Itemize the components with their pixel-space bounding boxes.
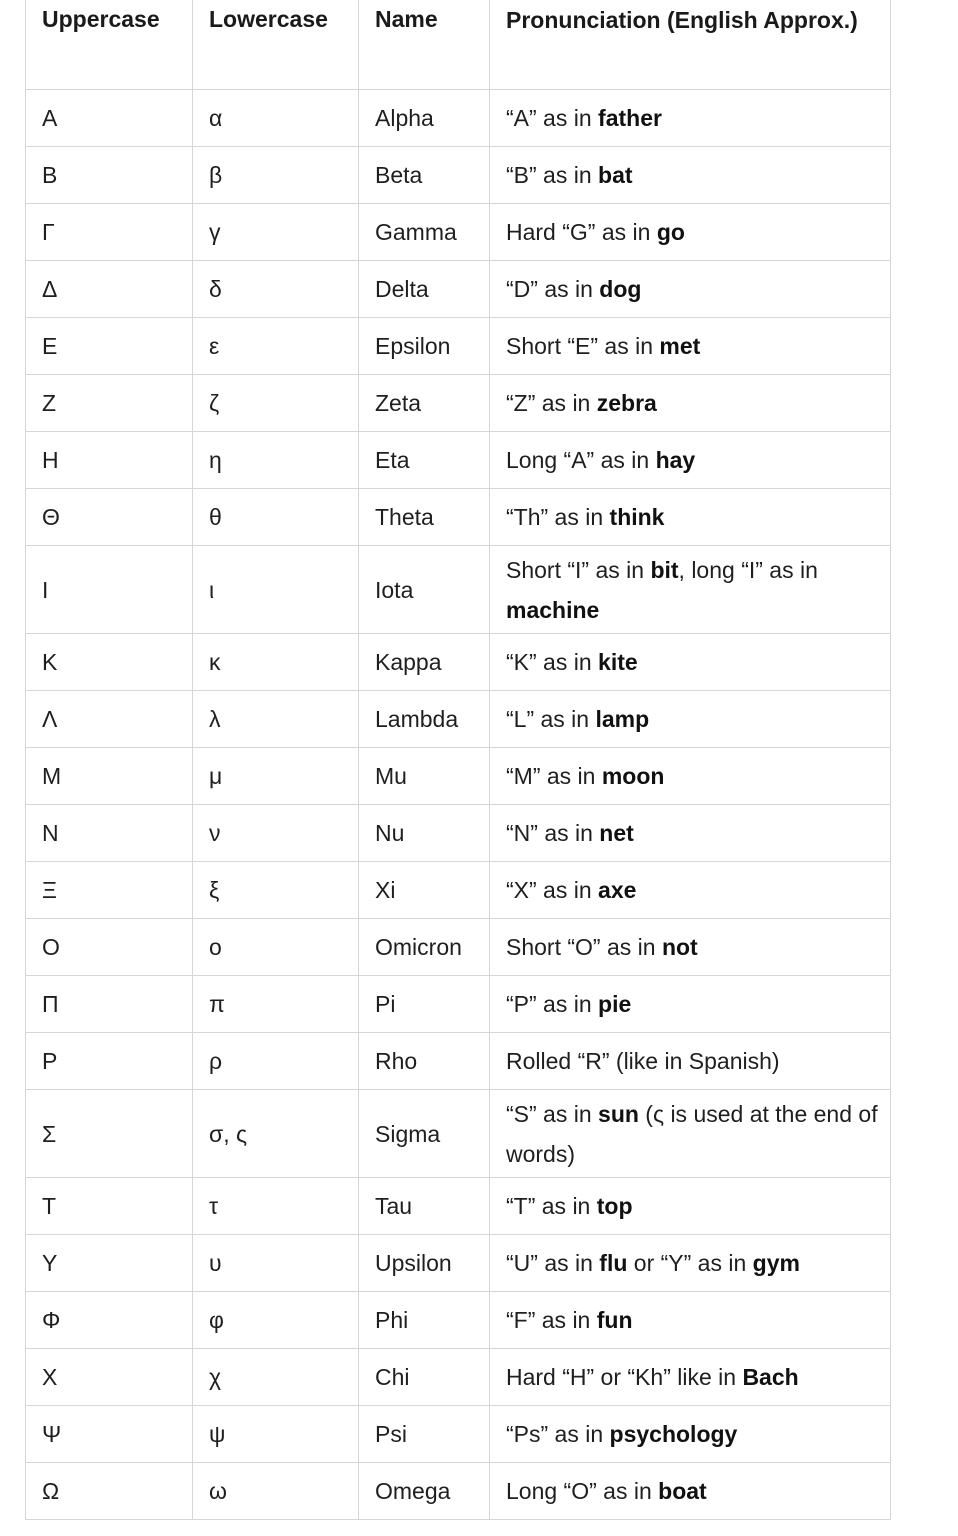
pronunciation-text: Short “I” as in bbox=[506, 556, 651, 583]
pronunciation-text: or “Y” as in bbox=[627, 1250, 753, 1276]
uppercase-letter-cell: Υ bbox=[26, 1235, 193, 1292]
uppercase-letter-cell: Θ bbox=[26, 489, 193, 546]
example-word: boat bbox=[658, 1478, 707, 1504]
letter-name-cell: Psi bbox=[359, 1406, 490, 1463]
example-word: bat bbox=[598, 162, 633, 188]
pronunciation-cell bbox=[490, 546, 891, 634]
example-word: think bbox=[609, 504, 665, 530]
lowercase-letter-cell: υ bbox=[193, 1235, 359, 1292]
uppercase-letter-cell: Κ bbox=[26, 634, 193, 691]
uppercase-letter-cell: Β bbox=[26, 147, 193, 204]
pronunciation-text: “K” as in bbox=[506, 649, 599, 675]
lowercase-letter-cell: χ bbox=[193, 1349, 359, 1406]
uppercase-letter-cell: Ζ bbox=[26, 375, 193, 432]
letter-name-cell: Rho bbox=[359, 1033, 490, 1090]
table-row bbox=[26, 204, 891, 261]
table-row bbox=[26, 862, 891, 919]
pronunciation-text: “P” as in bbox=[506, 991, 599, 1017]
uppercase-letter-cell: Ω bbox=[26, 1463, 193, 1520]
uppercase-letter-cell: Α bbox=[26, 90, 193, 147]
letter-name-cell: Xi bbox=[359, 862, 490, 919]
lowercase-letter-cell: ξ bbox=[193, 862, 359, 919]
uppercase-letter-cell: Ρ bbox=[26, 1033, 193, 1090]
table-row bbox=[26, 432, 891, 489]
pronunciation-cell bbox=[490, 919, 891, 976]
example-word: not bbox=[661, 934, 698, 960]
pronunciation-cell bbox=[490, 204, 891, 261]
uppercase-letter-cell: Ν bbox=[26, 805, 193, 862]
header-row bbox=[26, 0, 891, 90]
letter-name-cell: Epsilon bbox=[359, 318, 490, 375]
lowercase-letter-cell: μ bbox=[193, 748, 359, 805]
letter-name-cell: Beta bbox=[359, 147, 490, 204]
pronunciation-text: , long “I” as in bbox=[678, 556, 818, 583]
lowercase-letter-cell: φ bbox=[193, 1292, 359, 1349]
letter-name-cell: Gamma bbox=[359, 204, 490, 261]
uppercase-letter-cell: Ι bbox=[26, 546, 193, 634]
pronunciation-cell bbox=[490, 90, 891, 147]
pronunciation-cell bbox=[490, 489, 891, 546]
uppercase-letter-cell: Τ bbox=[26, 1178, 193, 1235]
table-row bbox=[26, 1178, 891, 1235]
letter-name-cell: Upsilon bbox=[359, 1235, 490, 1292]
pronunciation-text: (ς is used at the end of words) bbox=[506, 1100, 878, 1167]
pronunciation-text: “Th” as in bbox=[506, 504, 610, 530]
example-word: go bbox=[656, 219, 685, 245]
example-word: machine bbox=[506, 596, 600, 623]
letter-name-cell: Mu bbox=[359, 748, 490, 805]
letter-name-cell: Pi bbox=[359, 976, 490, 1033]
letter-name-cell: Omicron bbox=[359, 919, 490, 976]
table-row bbox=[26, 1235, 891, 1292]
pronunciation-cell bbox=[490, 862, 891, 919]
letter-name-cell: Chi bbox=[359, 1349, 490, 1406]
example-word: father bbox=[598, 105, 662, 131]
table-row bbox=[26, 634, 891, 691]
pronunciation-text: “X” as in bbox=[506, 877, 599, 903]
header-name: Name bbox=[359, 0, 490, 90]
pronunciation-text: “D” as in bbox=[506, 276, 600, 302]
uppercase-letter-cell: Χ bbox=[26, 1349, 193, 1406]
table-row bbox=[26, 489, 891, 546]
pronunciation-cell bbox=[490, 1406, 891, 1463]
pronunciation-text: Short “E” as in bbox=[506, 333, 660, 359]
pronunciation-text: “B” as in bbox=[506, 162, 599, 188]
pronunciation-cell bbox=[490, 1235, 891, 1292]
pronunciation-text: Long “O” as in bbox=[506, 1478, 659, 1504]
pronunciation-cell bbox=[490, 147, 891, 204]
uppercase-letter-cell: Σ bbox=[26, 1090, 193, 1178]
pronunciation-cell bbox=[490, 1178, 891, 1235]
example-word: net bbox=[599, 820, 634, 846]
pronunciation-cell bbox=[490, 1463, 891, 1520]
pronunciation-text: “Ps” as in bbox=[506, 1421, 610, 1447]
header-pronunciation: Pronunciation (English Approx.) bbox=[490, 0, 891, 90]
letter-name-cell: Theta bbox=[359, 489, 490, 546]
example-word: zebra bbox=[596, 390, 657, 416]
uppercase-letter-cell: Π bbox=[26, 976, 193, 1033]
letter-name-cell: Kappa bbox=[359, 634, 490, 691]
lowercase-letter-cell: η bbox=[193, 432, 359, 489]
uppercase-letter-cell: Ε bbox=[26, 318, 193, 375]
letter-name-cell: Tau bbox=[359, 1178, 490, 1235]
example-word: gym bbox=[752, 1250, 800, 1276]
pronunciation-cell bbox=[490, 432, 891, 489]
uppercase-letter-cell: Φ bbox=[26, 1292, 193, 1349]
lowercase-letter-cell: ω bbox=[193, 1463, 359, 1520]
pronunciation-text: “Z” as in bbox=[506, 390, 597, 416]
pronunciation-text: “U” as in bbox=[506, 1250, 600, 1276]
pronunciation-text: Rolled “R” (like in Spanish) bbox=[506, 1048, 780, 1074]
uppercase-letter-cell: Γ bbox=[26, 204, 193, 261]
table-row bbox=[26, 318, 891, 375]
pronunciation-cell bbox=[490, 1033, 891, 1090]
pronunciation-cell bbox=[490, 691, 891, 748]
uppercase-letter-cell: Ο bbox=[26, 919, 193, 976]
table-row bbox=[26, 375, 891, 432]
table-row bbox=[26, 90, 891, 147]
table-row bbox=[26, 976, 891, 1033]
example-word: kite bbox=[598, 649, 638, 675]
header-uppercase: Uppercase bbox=[26, 0, 193, 90]
pronunciation-text: “F” as in bbox=[506, 1307, 597, 1333]
lowercase-letter-cell: λ bbox=[193, 691, 359, 748]
letter-name-cell: Sigma bbox=[359, 1090, 490, 1178]
lowercase-letter-cell: δ bbox=[193, 261, 359, 318]
table-row bbox=[26, 1406, 891, 1463]
lowercase-letter-cell: θ bbox=[193, 489, 359, 546]
table-row bbox=[26, 1090, 891, 1178]
pronunciation-cell bbox=[490, 805, 891, 862]
pronunciation-text: “S” as in bbox=[506, 1100, 599, 1127]
example-word: axe bbox=[598, 877, 637, 903]
example-word: dog bbox=[599, 276, 642, 302]
example-word: fun bbox=[596, 1307, 633, 1333]
pronunciation-text: “A” as in bbox=[506, 105, 599, 131]
table-row bbox=[26, 919, 891, 976]
letter-name-cell: Alpha bbox=[359, 90, 490, 147]
uppercase-letter-cell: Ψ bbox=[26, 1406, 193, 1463]
example-word: psychology bbox=[609, 1421, 738, 1447]
pronunciation-text: “T” as in bbox=[506, 1193, 597, 1219]
example-word: pie bbox=[598, 991, 632, 1017]
letter-name-cell: Delta bbox=[359, 261, 490, 318]
uppercase-letter-cell: Λ bbox=[26, 691, 193, 748]
pronunciation-cell bbox=[490, 634, 891, 691]
pronunciation-text: Hard “G” as in bbox=[506, 219, 657, 245]
pronunciation-cell bbox=[490, 976, 891, 1033]
table-row bbox=[26, 1033, 891, 1090]
table-row bbox=[26, 147, 891, 204]
pronunciation-text: “M” as in bbox=[506, 763, 602, 789]
lowercase-letter-cell: ν bbox=[193, 805, 359, 862]
lowercase-letter-cell: ι bbox=[193, 546, 359, 634]
lowercase-letter-cell: ζ bbox=[193, 375, 359, 432]
lowercase-letter-cell: α bbox=[193, 90, 359, 147]
letter-name-cell: Zeta bbox=[359, 375, 490, 432]
lowercase-letter-cell: τ bbox=[193, 1178, 359, 1235]
pronunciation-cell bbox=[490, 375, 891, 432]
table-body bbox=[26, 90, 891, 1520]
example-word: sun bbox=[598, 1100, 639, 1127]
lowercase-letter-cell: σ, ς bbox=[193, 1090, 359, 1178]
lowercase-letter-cell: ε bbox=[193, 318, 359, 375]
pronunciation-text: “N” as in bbox=[506, 820, 600, 846]
pronunciation-text: Long “A” as in bbox=[506, 447, 656, 473]
pronunciation-cell bbox=[490, 1090, 891, 1178]
example-word: hay bbox=[655, 447, 696, 473]
lowercase-letter-cell: ο bbox=[193, 919, 359, 976]
pronunciation-cell bbox=[490, 261, 891, 318]
header-lowercase: Lowercase bbox=[193, 0, 359, 90]
example-word: flu bbox=[599, 1250, 628, 1276]
letter-name-cell: Lambda bbox=[359, 691, 490, 748]
pronunciation-cell bbox=[490, 1349, 891, 1406]
greek-alphabet-table bbox=[25, 0, 891, 1520]
table-row bbox=[26, 261, 891, 318]
lowercase-letter-cell: γ bbox=[193, 204, 359, 261]
letter-name-cell: Nu bbox=[359, 805, 490, 862]
letter-name-cell: Eta bbox=[359, 432, 490, 489]
uppercase-letter-cell: Ξ bbox=[26, 862, 193, 919]
uppercase-letter-cell: Μ bbox=[26, 748, 193, 805]
example-word: Bach bbox=[742, 1364, 799, 1390]
example-word: moon bbox=[601, 763, 665, 789]
table-row bbox=[26, 546, 891, 634]
example-word: top bbox=[596, 1193, 633, 1219]
uppercase-letter-cell: Δ bbox=[26, 261, 193, 318]
letter-name-cell: Iota bbox=[359, 546, 490, 634]
table-row bbox=[26, 691, 891, 748]
pronunciation-text: “L” as in bbox=[506, 706, 596, 732]
lowercase-letter-cell: π bbox=[193, 976, 359, 1033]
table-row bbox=[26, 748, 891, 805]
letter-name-cell: Omega bbox=[359, 1463, 490, 1520]
pronunciation-text: Short “O” as in bbox=[506, 934, 662, 960]
table-row bbox=[26, 1292, 891, 1349]
pronunciation-text: Hard “H” or “Kh” like in bbox=[506, 1364, 743, 1390]
lowercase-letter-cell: β bbox=[193, 147, 359, 204]
table-row bbox=[26, 1463, 891, 1520]
uppercase-letter-cell: Η bbox=[26, 432, 193, 489]
pronunciation-cell bbox=[490, 1292, 891, 1349]
lowercase-letter-cell: ψ bbox=[193, 1406, 359, 1463]
example-word: met bbox=[659, 333, 701, 359]
letter-name-cell: Phi bbox=[359, 1292, 490, 1349]
lowercase-letter-cell: ρ bbox=[193, 1033, 359, 1090]
pronunciation-cell bbox=[490, 748, 891, 805]
table-row bbox=[26, 805, 891, 862]
example-word: lamp bbox=[595, 706, 650, 732]
example-word: bit bbox=[650, 556, 679, 583]
lowercase-letter-cell: κ bbox=[193, 634, 359, 691]
table-row bbox=[26, 1349, 891, 1406]
pronunciation-cell bbox=[490, 318, 891, 375]
